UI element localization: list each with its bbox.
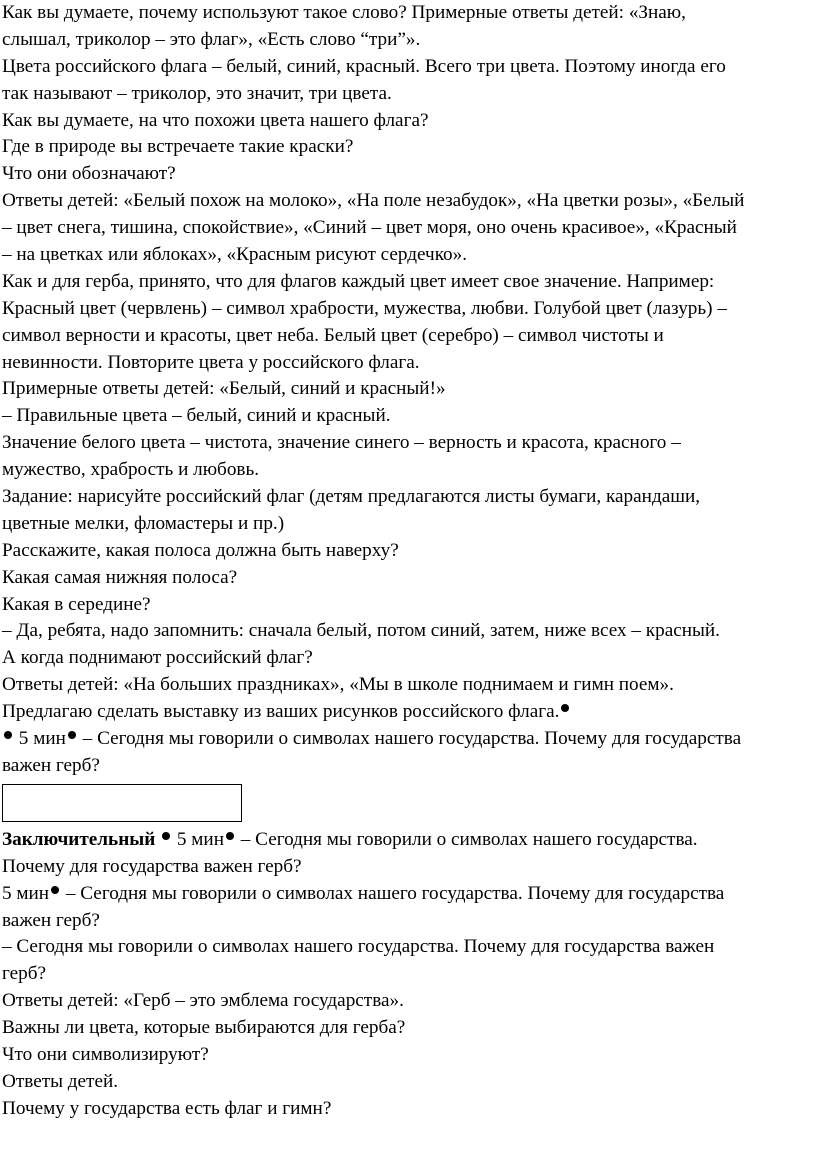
text-span: – Сегодня мы говорили о символах нашего государства. Почему для государства [77, 728, 742, 750]
document-page [2, 0, 814, 1123]
text-line: Что они обозначают? [2, 163, 176, 185]
text-line: Ответы детей: «На больших праздниках», «Мы в школе поднимаем и гимн поем». [2, 674, 674, 696]
text-line: Как вы думаете, на что похожи цвета нашего флага? [2, 109, 429, 131]
text-line: Цвета российского флага – белый, синий, красный. Всего три цвета. Поэтому иногда его [2, 55, 726, 77]
text-line: Как и для герба, принято, что для флагов каждый цвет имеет свое значение. Например: [2, 270, 715, 292]
bullet-icon [68, 731, 76, 739]
bullet-icon [4, 731, 12, 739]
text-line: – Да, ребята, надо запомнить: сначала белый, потом синий, затем, ниже всех – красный. [2, 620, 720, 642]
text-line: Как вы думаете, почему используют такое слово? Примерные ответы детей: «Знаю, [2, 2, 686, 23]
text-line: важен герб? [2, 909, 100, 931]
text-line [2, 827, 814, 854]
text-line: слышал, триколор – это флаг», «Есть слово “три”». [2, 28, 421, 50]
text-line: Ответы детей: «Белый похож на молоко», «На поле незабудок», «На цветки розы», «Белый [2, 190, 745, 212]
text-line: Что они символизируют? [2, 1043, 209, 1065]
text-line: Ответы детей. [2, 1070, 119, 1092]
text-line: А когда поднимают российский флаг? [2, 647, 313, 669]
text-span: 5 мин [172, 828, 224, 850]
text-line: Почему для государства важен герб? [2, 855, 302, 877]
text-line: Какая в середине? [2, 593, 151, 615]
text-line: Примерные ответы детей: «Белый, синий и красный!» [2, 378, 446, 400]
text-span: 5 мин [2, 882, 50, 904]
closing-section-title: Заключительный [2, 828, 156, 850]
text-line: Расскажите, какая полоса должна быть наверху? [2, 539, 399, 561]
text-line: Где в природе вы встречаете такие краски? [2, 136, 354, 158]
text-line: – Сегодня мы говорили о символах нашего государства. Почему для государства важен [2, 936, 715, 958]
text-span: 5 мин [18, 728, 66, 750]
text-line: Важны ли цвета, которые выбираются для герба? [2, 1017, 406, 1039]
text-line: – на цветках или яблоках», «Красным рисуют сердечко». [2, 244, 468, 266]
text-line: мужество, храбрость и любовь. [2, 459, 260, 481]
text-line [2, 881, 814, 908]
text-span: Предлагаю сделать выставку из ваших рисунков российского флага. [2, 701, 560, 723]
text-line: Значение белого цвета – чистота, значение синего – верность и красота, красного – [2, 432, 681, 454]
text-line: цветные мелки, фломастеры и пр.) [2, 512, 285, 534]
text-line: символ верности и красоты, цвет неба. Белый цвет (серебро) – символ чистоты и [2, 324, 664, 346]
bullet-icon [561, 704, 569, 712]
text-line: Ответы детей: «Герб – это эмблема государства». [2, 990, 404, 1012]
text-line: герб? [2, 963, 47, 985]
text-line: – цвет снега, тишина, спокойствие», «Синий – цвет моря, оно очень красивое», «Красный [2, 217, 737, 239]
text-line: Какая самая нижняя полоса? [2, 566, 238, 588]
bullet-icon [51, 886, 59, 894]
text-line: так называют – триколор, это значит, три цвета. [2, 82, 392, 104]
text-line: Задание: нарисуйте российский флаг (детям предлагаются листы бумаги, карандаши, [2, 486, 701, 508]
text-line: невинности. Повторите цвета у российского флага. [2, 351, 420, 373]
text-line [2, 726, 814, 753]
text-span: – Сегодня мы говорили о символах нашего государства. [235, 828, 698, 850]
text-line: Почему у государства есть флаг и гимн? [2, 1097, 332, 1119]
text-line: Красный цвет (червлень) – символ храбрости, мужества, любви. Голубой цвет (лазурь) – [2, 297, 727, 319]
bullet-icon [226, 832, 234, 840]
text-line: – Правильные цвета – белый, синий и красный. [2, 405, 391, 427]
text-line: важен герб? [2, 754, 100, 776]
text-line [2, 699, 814, 726]
empty-table-cell [2, 784, 242, 822]
bullet-icon [162, 832, 170, 840]
text-span: – Сегодня мы говорили о символах нашего государства. Почему для государства [61, 882, 725, 904]
